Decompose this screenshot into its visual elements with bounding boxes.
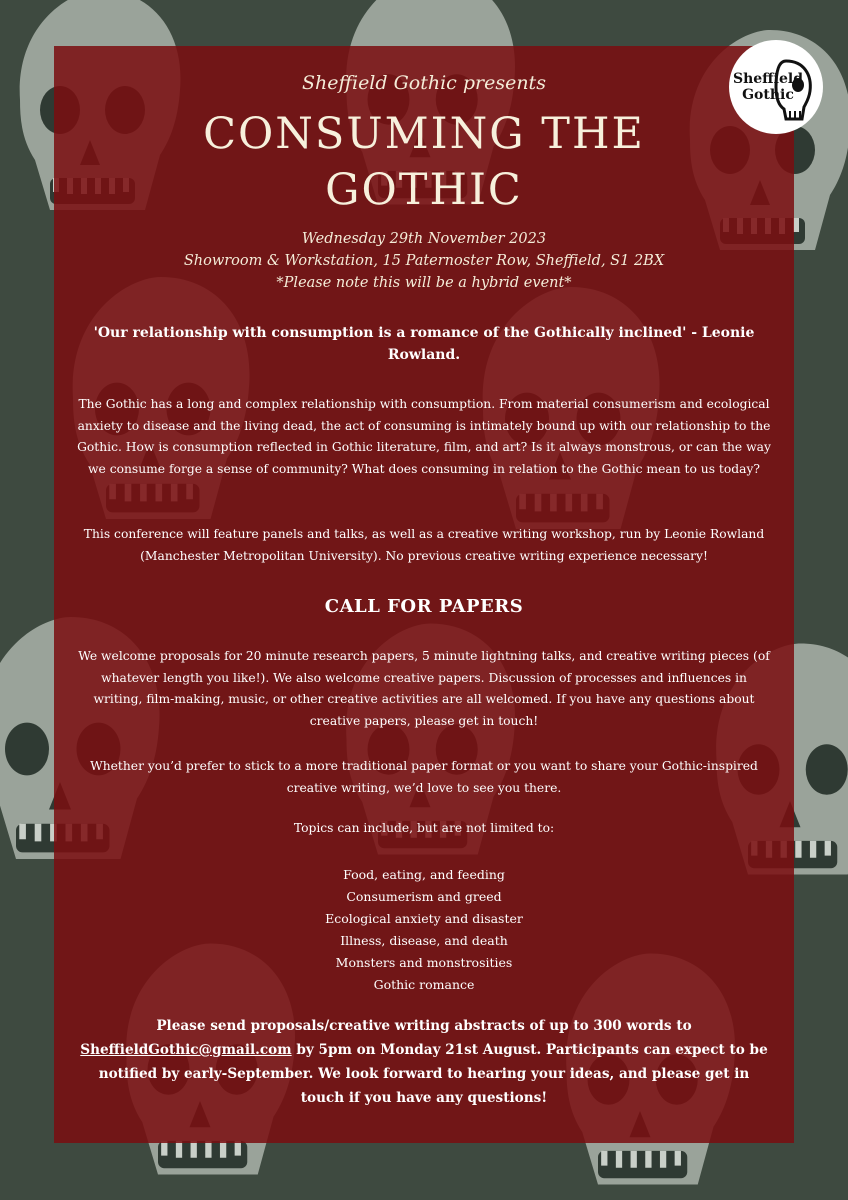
title-line-1: CONSUMING THE xyxy=(203,109,645,159)
title-line-2: GOTHIC xyxy=(325,165,523,215)
topics-list xyxy=(54,864,794,996)
event-title xyxy=(84,106,764,218)
presents-line: Sheffield Gothic presents xyxy=(302,72,546,94)
event-venue: Showroom & Workstation, 15 Paternoster Row, Sheffield, S1 2BX xyxy=(183,253,665,269)
submission-text-after: by 5pm on Monday 21st August. Participants can expect to be notified by early-September. We look forward to hearing your ideas, and please get in touch if you have any questions! xyxy=(98,1042,768,1106)
topic-item: Gothic romance xyxy=(373,977,475,992)
format-paragraph: Whether you’d prefer to stick to a more traditional paper format or you want to share your Gothic-inspired creative writing, we’d love to see you there. xyxy=(90,759,758,795)
submission-instructions xyxy=(76,1014,772,1110)
topics-intro: Topics can include, but are not limited to: xyxy=(293,821,555,835)
cfp-heading: CALL FOR PAPERS xyxy=(324,596,524,617)
topic-item: Food, eating, and feeding xyxy=(343,867,505,882)
topic-item: Monsters and monstrosities xyxy=(335,955,513,970)
event-date: Wednesday 29th November 2023 xyxy=(301,231,547,247)
topic-item: Illness, disease, and death xyxy=(340,933,508,948)
email-link[interactable]: SheffieldGothic@gmail.com xyxy=(80,1042,292,1058)
event-panel xyxy=(54,46,794,1143)
topic-item: Ecological anxiety and disaster xyxy=(325,911,523,926)
leonie-quote: 'Our relationship with consumption is a romance of the Gothically inclined' - Leonie Rowland. xyxy=(93,325,755,363)
logo-text-line-2: Gothic xyxy=(742,87,794,103)
topic-item: Consumerism and greed xyxy=(346,889,502,904)
intro-paragraph: The Gothic has a long and complex relationship with consumption. From material consumerism and ecological anxiety to disease and the living dead, the act of consuming is intimately bound up with our relationship to the Gothic. How is consumption reflected in Gothic literature, film, and art? Is it always monstrous, or can the way we consume forge a sense of community? What does consuming in relation to the Gothic mean to us today? xyxy=(77,397,771,476)
event-details xyxy=(54,228,794,294)
hybrid-note: *Please note this will be a hybrid event* xyxy=(276,275,572,291)
workshop-paragraph: This conference will feature panels and talks, as well as a creative writing workshop, run by Leonie Rowland (Manchester Metropolitan University). No previous creative writing experience necessary! xyxy=(83,527,765,563)
sheffield-gothic-logo xyxy=(728,39,824,135)
submission-text-before: Please send proposals/creative writing abstracts of up to 300 words to xyxy=(156,1018,692,1034)
proposals-paragraph: We welcome proposals for 20 minute research papers, 5 minute lightning talks, and creative writing pieces (of whatever length you like!). We also welcome creative papers. Discussion of processes and influences in writing, film-making, music, or other creative activities are all welcomed. If you have any questions about creative papers, please get in touch! xyxy=(78,649,770,728)
logo-text-line-1: Sheffield xyxy=(732,71,804,87)
